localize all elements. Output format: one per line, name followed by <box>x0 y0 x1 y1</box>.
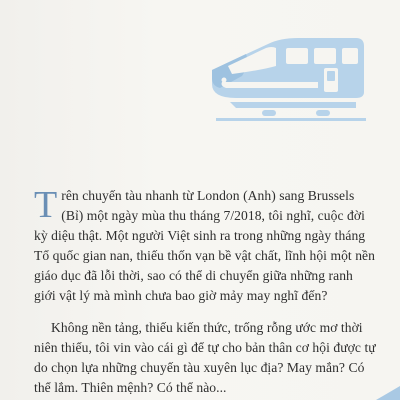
paragraph-2: Không nền tảng, thiếu kiến thức, trống rỗng ước mơ thời niên thiếu, tôi vin vào cái gì để tự cho bản thân cơ hội được tự do chọn lựa những chuyến tàu xuyên lục địa? May mắn? Có thể lắm. Thiên mệnh? Có thể nào... <box>34 320 376 395</box>
body-text <box>34 186 378 398</box>
drop-cap: T <box>34 184 58 226</box>
corner-decoration <box>360 382 400 400</box>
paragraph-1 <box>34 186 378 306</box>
paragraph-1-text: rên chuyến tàu nhanh từ London (Anh) sang Brussels (Bỉ) một ngày mùa thu tháng 7/2018, tôi nghĩ, cuộc đời kỳ diệu thật. Một người Việt sinh ra trong những ngày tháng Tổ quốc gian nan, thiếu thốn vạn bề vật chất, lĩnh hội một nền giáo dục đã lỗi thời, sao có thể di chuyển giữa những ranh giới vật lý mà mình chưa bao giờ mảy may nghĩ đến? <box>34 188 375 303</box>
illustration-area <box>0 0 400 160</box>
high-speed-train-icon <box>206 30 370 122</box>
